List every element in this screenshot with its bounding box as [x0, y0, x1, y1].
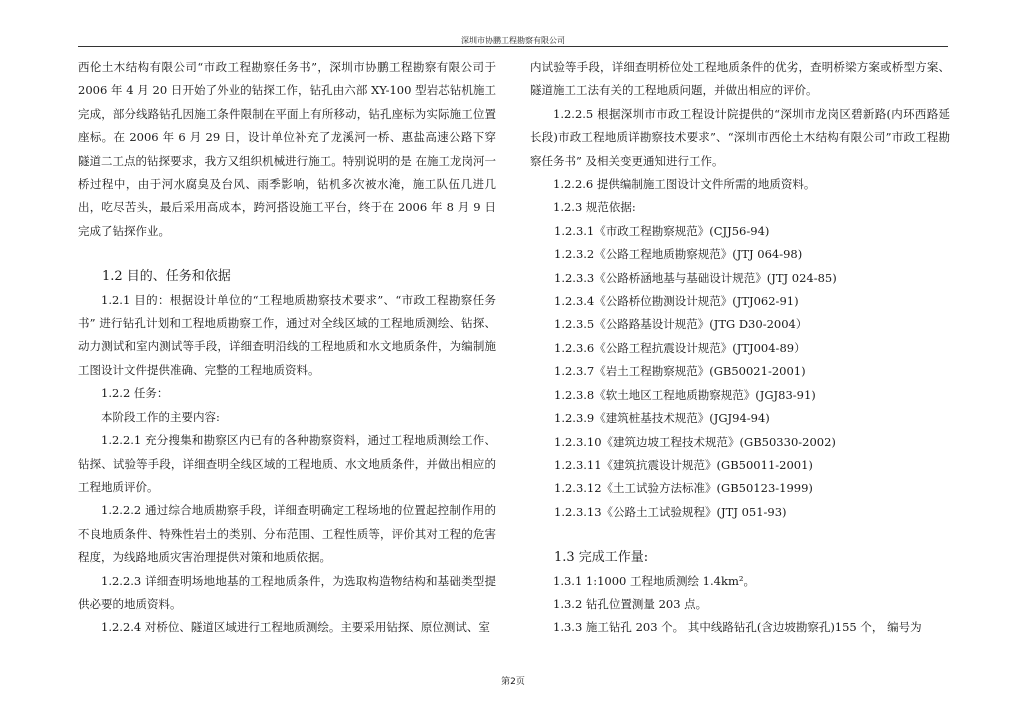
paragraph-stage-contents: 本阶段工作的主要内容:	[101, 409, 220, 424]
standard-item: 1.2.3.1《市政工程勘察规范》(CJJ56-94)	[554, 223, 770, 238]
paragraph-1-2-2-2: 1.2.2.2 通过综合地质勘察手段，详细查明确定工程场地的位置起控制作用的不良地质条件、特殊性岩土的类别、分布范围、工程性质等，评价其对工程的危害程度，为线路地质灾害治理提供对策和地质依据。	[78, 503, 496, 565]
standard-item: 1.2.3.6《公路工程抗震设计规范》(JTJ004-89）	[554, 340, 806, 355]
standards-list	[530, 220, 950, 524]
standard-item: 1.2.3.5《公路路基设计规范》(JTG D30-2004）	[554, 317, 808, 332]
paragraph-1-2-2-3: 1.2.2.3 详细查明场地地基的工程地质条件，为选取构造物结构和基础类型提供必要的地质资料。	[78, 573, 496, 611]
standard-item: 1.2.3.3《公路桥涵地基与基础设计规范》(JTJ 024-85)	[554, 270, 837, 285]
left-column	[78, 56, 496, 640]
right-column	[530, 56, 950, 640]
paragraph-1-2-2: 1.2.2 任务：	[101, 386, 169, 401]
paragraph-1-2-2-1: 1.2.2.1 充分搜集和勘察区内已有的各种勘察资料，通过工程地质测绘工作、钻探、试验等手段，详细查明全线区域的工程地质、水文地质条件，并做出相应的工程地质评价。	[78, 433, 496, 494]
section-heading-1-2: 1.2 目的、任务和依据	[102, 269, 231, 285]
standard-item: 1.2.3.4《公路桥位勘测设计规范》(JTJ062-91)	[554, 294, 799, 309]
intro-paragraph: 西伦土木结构有限公司“市政工程勘察任务书”，深圳市协鹏工程勘察有限公司于 2006 年 4 月 20 日开始了外业的钻探工作，钻孔由六部 XY-100 型岩芯钻机施工完成，部分线路钻孔因施工条件限制在平面上有所移动，钻孔座标为实际施工位置座标。在 2006 年 6 月 29 日，设计单位补充了龙溪河一桥、惠盐高速公路下穿隧道二工点的钻探要求，我方又组织机械进行施工。特别说明的是 在施工龙岗河一桥过程中，由于河水腐臭及台风、雨季影响，钻机多次被水淹，施工队伍几进几出，吃尽苦头，最后采用高成本，跨河搭设施工平台，终于在 2006 年 8 月 9 日完成了钻探作业。	[78, 60, 496, 238]
standard-item: 1.2.3.8《软土地区工程地质勘察规范》(JGJ83-91)	[554, 387, 816, 402]
paragraph-continuation: 内试验等手段，详细查明桥位处工程地质条件的优劣，查明桥梁方案或桥型方案、隧道施工工法有关的工程地质问题，并做出相应的评价。	[530, 60, 950, 98]
paragraph-1-3-3: 1.3.3 施工钻孔 203 个。 其中线路钻孔(含边坡勘察孔)155 个， 编号为	[553, 620, 922, 635]
paragraph-1-2-2-6: 1.2.2.6 提供编制施工图设计文件所需的地质资料。	[553, 177, 816, 192]
page-number: 第2页	[501, 677, 525, 687]
standard-item: 1.2.3.11《建筑抗震设计规范》(GB50011-2001)	[554, 457, 813, 472]
paragraph-1-2-3: 1.2.3 规范依据:	[553, 200, 636, 215]
page-header: 深圳市协鹏工程勘察有限公司	[461, 36, 565, 45]
paragraph-1-2-1: 1.2.1 目的：根据设计单位的“工程地质勘察技术要求”、“市政工程勘察任务书” 进行钻孔计划和工程地质勘察工作，通过对全线区域的工程地质测绘、钻探、动力测试和室内测试等手段，详细查明沿线的工程地质和水文地质条件，为编制施工图设计文件提供准确、完整的工程地质资料。	[78, 292, 496, 377]
standard-item: 1.2.3.9《建筑桩基技术规范》(JGJ94-94)	[554, 411, 770, 426]
standard-item: 1.2.3.12《土工试验方法标准》(GB50123-1999)	[554, 481, 813, 496]
section-heading-1-3: 1.3 完成工作量:	[554, 550, 649, 566]
paragraph-1-3-2: 1.3.2 钻孔位置测量 203 点。	[553, 596, 708, 611]
standard-item: 1.2.3.2《公路工程地质勘察规范》(JTJ 064-98)	[554, 247, 803, 262]
header-divider	[78, 46, 948, 47]
paragraph-1-3-1: 1.3.1 1:1000 工程地质测绘 1.4km²。	[553, 573, 755, 588]
paragraph-1-2-2-5: 1.2.2.5 根据深圳市市政工程设计院提供的“深圳市龙岗区碧新路(内环西路延长段)市政工程地质详勘察技术要求”、“深圳市西伦土木结构有限公司”市政工程勘察任务书” 及相关变更通知进行工作。	[530, 106, 950, 168]
standard-item: 1.2.3.13《公路土工试验规程》(JTJ 051-93)	[554, 504, 787, 519]
paragraph-1-2-2-4: 1.2.2.4 对桥位、隧道区域进行工程地质测绘。主要采用钻探、原位测试、室	[101, 620, 490, 635]
standard-item: 1.2.3.7《岩土工程勘察规范》(GB50021-2001)	[554, 364, 806, 379]
standard-item: 1.2.3.10《建筑边坡工程技术规范》(GB50330-2002)	[554, 434, 836, 449]
